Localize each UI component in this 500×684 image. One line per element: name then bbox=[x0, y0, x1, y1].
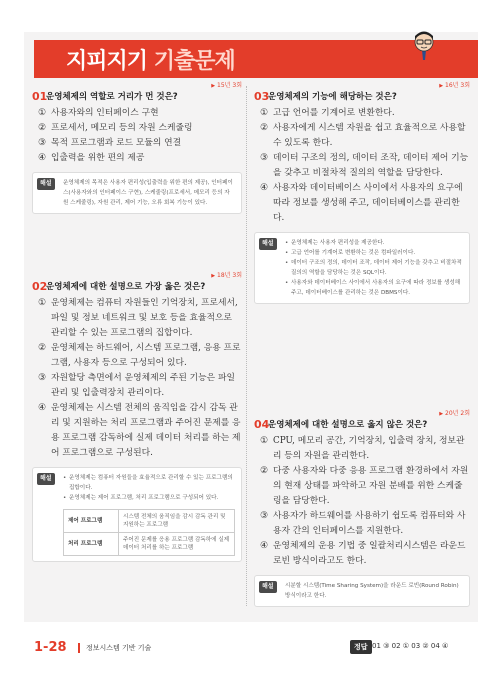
question-text: 운영체제에 대한 설명으로 옳지 않은 것은? bbox=[268, 420, 428, 430]
question-text: 운영체제의 기능에 해당하는 것은? bbox=[268, 92, 397, 102]
triangle-icon: ▶ bbox=[439, 411, 444, 417]
question-number: 03 bbox=[254, 90, 270, 103]
options-list bbox=[260, 106, 470, 226]
question-number: 01 bbox=[32, 90, 48, 103]
section-title bbox=[66, 44, 235, 75]
explanation-item: • 운영체제는 사용자 편리성을 제공한다. bbox=[285, 238, 463, 248]
option[interactable]: ③ 목적 프로그램과 로드 모듈의 연결 bbox=[38, 138, 182, 148]
option[interactable]: ④ 운영체제의 운용 기법 중 일괄처리시스템은 라운드 로빈 방식이라고도 한다. bbox=[260, 541, 466, 566]
explanation-box bbox=[254, 575, 470, 607]
explanation-box bbox=[254, 232, 470, 304]
option[interactable]: ④ 입출력을 위한 편의 제공 bbox=[38, 153, 145, 163]
question-04 bbox=[254, 410, 470, 607]
option[interactable]: ④ 운영체제는 시스템 전체의 움직임을 감시 감독 관리 및 지원하는 처리 프로그램과 주어진 문제를 응용 프로그램 감독하에 실제 데이터 처리를 하는 제어 프로그램으로 구성된다. bbox=[38, 403, 241, 458]
triangle-icon: ▶ bbox=[439, 83, 444, 89]
page-footer bbox=[0, 640, 500, 660]
explanation-item: • 사용자와 데이터베이스 사이에서 사용자의 요구에 따라 정보를 생성해 주고, 데이터베이스를 관리하는 것은 DBMS이다. bbox=[285, 278, 463, 298]
explanation-item: • 데이터 구조의 정의, 데이터 조작, 데이터 제어 기능을 갖추고 비절차적 질의의 역할을 담당하는 것은 SQL이다. bbox=[285, 258, 463, 278]
explanation-item: • 운영체제는 컴퓨터 자원들을 효율적으로 관리할 수 있는 프로그램의 집합이다. bbox=[63, 473, 235, 493]
triangle-icon: ▶ bbox=[211, 83, 216, 89]
column-divider bbox=[246, 86, 248, 606]
question-02 bbox=[32, 272, 242, 562]
question-01 bbox=[32, 82, 242, 214]
explanation-tag: 해설 bbox=[37, 473, 55, 485]
footer-separator bbox=[78, 643, 80, 653]
options-list bbox=[260, 434, 470, 569]
mascot-icon bbox=[404, 28, 444, 68]
option[interactable]: ① 운영체제는 컴퓨터 자원들인 기억장치, 프로세서, 파일 및 정보 네트워크 및 보호 등을 효율적으로 관리할 수 있는 프로그램의 집합이다. bbox=[38, 298, 238, 338]
question-text: 운영체제의 역할로 거리가 먼 것은? bbox=[46, 92, 178, 102]
triangle-icon: ▶ bbox=[211, 273, 216, 279]
explanation-tag: 해설 bbox=[259, 581, 277, 593]
option[interactable]: ③ 자원할당 측면에서 운영체제의 주된 기능은 파일 관리 및 입출력장치 관리이다. bbox=[38, 373, 235, 398]
question-number: 04 bbox=[254, 418, 270, 431]
option[interactable]: ② 다중 사용자와 다중 응용 프로그램 환경하에서 자원의 현재 상태를 파악하고 자원 분배를 위한 스케줄링을 담당한다. bbox=[260, 466, 469, 506]
option[interactable]: ③ 데이터 구조의 정의, 데이터 조작, 데이터 제어 기능을 갖추고 비절차적 질의의 역할을 담당한다. bbox=[260, 153, 469, 178]
question-03 bbox=[254, 82, 470, 304]
exam-session: ▶ 18년 3회 bbox=[211, 272, 242, 279]
table-row: 처리 프로그램 주어진 문제를 응용 프로그램 감독하에 실제 데이터 처리를 하는 프로그램 bbox=[64, 533, 235, 556]
exam-session: ▶ 15년 3회 bbox=[211, 82, 242, 89]
title-accent: 기출문제 bbox=[153, 49, 235, 74]
title-main: 지피지기 bbox=[66, 49, 148, 74]
table-row: 제어 프로그램 시스템 전체의 움직임을 감시 감독 관리 및 지원하는 프로그램 bbox=[64, 510, 235, 533]
answer-tag: 정답 bbox=[350, 640, 372, 654]
explanation-table bbox=[63, 509, 235, 556]
explanation-box bbox=[32, 172, 242, 214]
option[interactable]: ④ 사용자와 데이터베이스 사이에서 사용자의 요구에 따라 정보를 생성해 주고, 데이터베이스를 관리한다. bbox=[260, 183, 463, 223]
exam-session: ▶ 20년 2회 bbox=[439, 410, 470, 417]
option[interactable]: ③ 사용자가 하드웨어를 사용하기 쉽도록 컴퓨터와 사용자 간의 인터페이스를 지원한다. bbox=[260, 511, 466, 536]
option[interactable]: ① 고급 언어를 기계어로 변환한다. bbox=[260, 108, 395, 118]
question-number: 02 bbox=[32, 280, 48, 293]
section-name: 정보시스템 기반 기술 bbox=[86, 644, 152, 652]
explanation-item: • 운영체제는 제어 프로그램, 처리 프로그램으로 구성되어 있다. bbox=[63, 493, 235, 503]
question-text: 운영체제에 대한 설명으로 가장 옳은 것은? bbox=[46, 282, 206, 292]
options-list bbox=[38, 296, 242, 461]
option[interactable]: ② 사용자에게 시스템 자원을 쉽고 효율적으로 사용할 수 있도록 한다. bbox=[260, 123, 466, 148]
explanation-item: • 고급 언어를 기계어로 변환하는 것은 컴파일러이다. bbox=[285, 248, 463, 258]
explanation-text: 운영체제의 목적은 사용자 편리성(입출력을 위한 편의 제공), 인터페이스(사용자와의 인터페이스 구현), 스케줄링(프로세서, 메모리 등의 자원 스케줄링), 자원 관리, 제어 기능, 오류 회복 기능이 있다. bbox=[63, 180, 233, 206]
explanation-tag: 해설 bbox=[37, 178, 55, 190]
options-list bbox=[38, 106, 242, 166]
option[interactable]: ② 프로세서, 메모리 등의 자원 스케줄링 bbox=[38, 123, 193, 133]
option[interactable]: ① CPU, 메모리 공간, 기억장치, 입출력 장치, 정보관리 등의 자원을 관리한다. bbox=[260, 436, 465, 461]
explanation-text: 시분할 시스템(Time Sharing System)을 라운드 로빈(Round Robin) 방식이라고 한다. bbox=[285, 583, 459, 599]
page-number: 1-28 bbox=[34, 640, 67, 655]
option[interactable]: ② 운영체제는 하드웨어, 시스템 프로그램, 응용 프로그램, 사용자 등으로 구성되어 있다. bbox=[38, 343, 241, 368]
explanation-box bbox=[32, 467, 242, 562]
answer-key: 01 ③ 02 ① 03 ② 04 ④ bbox=[372, 642, 449, 650]
exam-session: ▶ 16년 3회 bbox=[439, 82, 470, 89]
option[interactable]: ① 사용자와의 인터페이스 구현 bbox=[38, 108, 159, 118]
explanation-tag: 해설 bbox=[259, 238, 277, 250]
